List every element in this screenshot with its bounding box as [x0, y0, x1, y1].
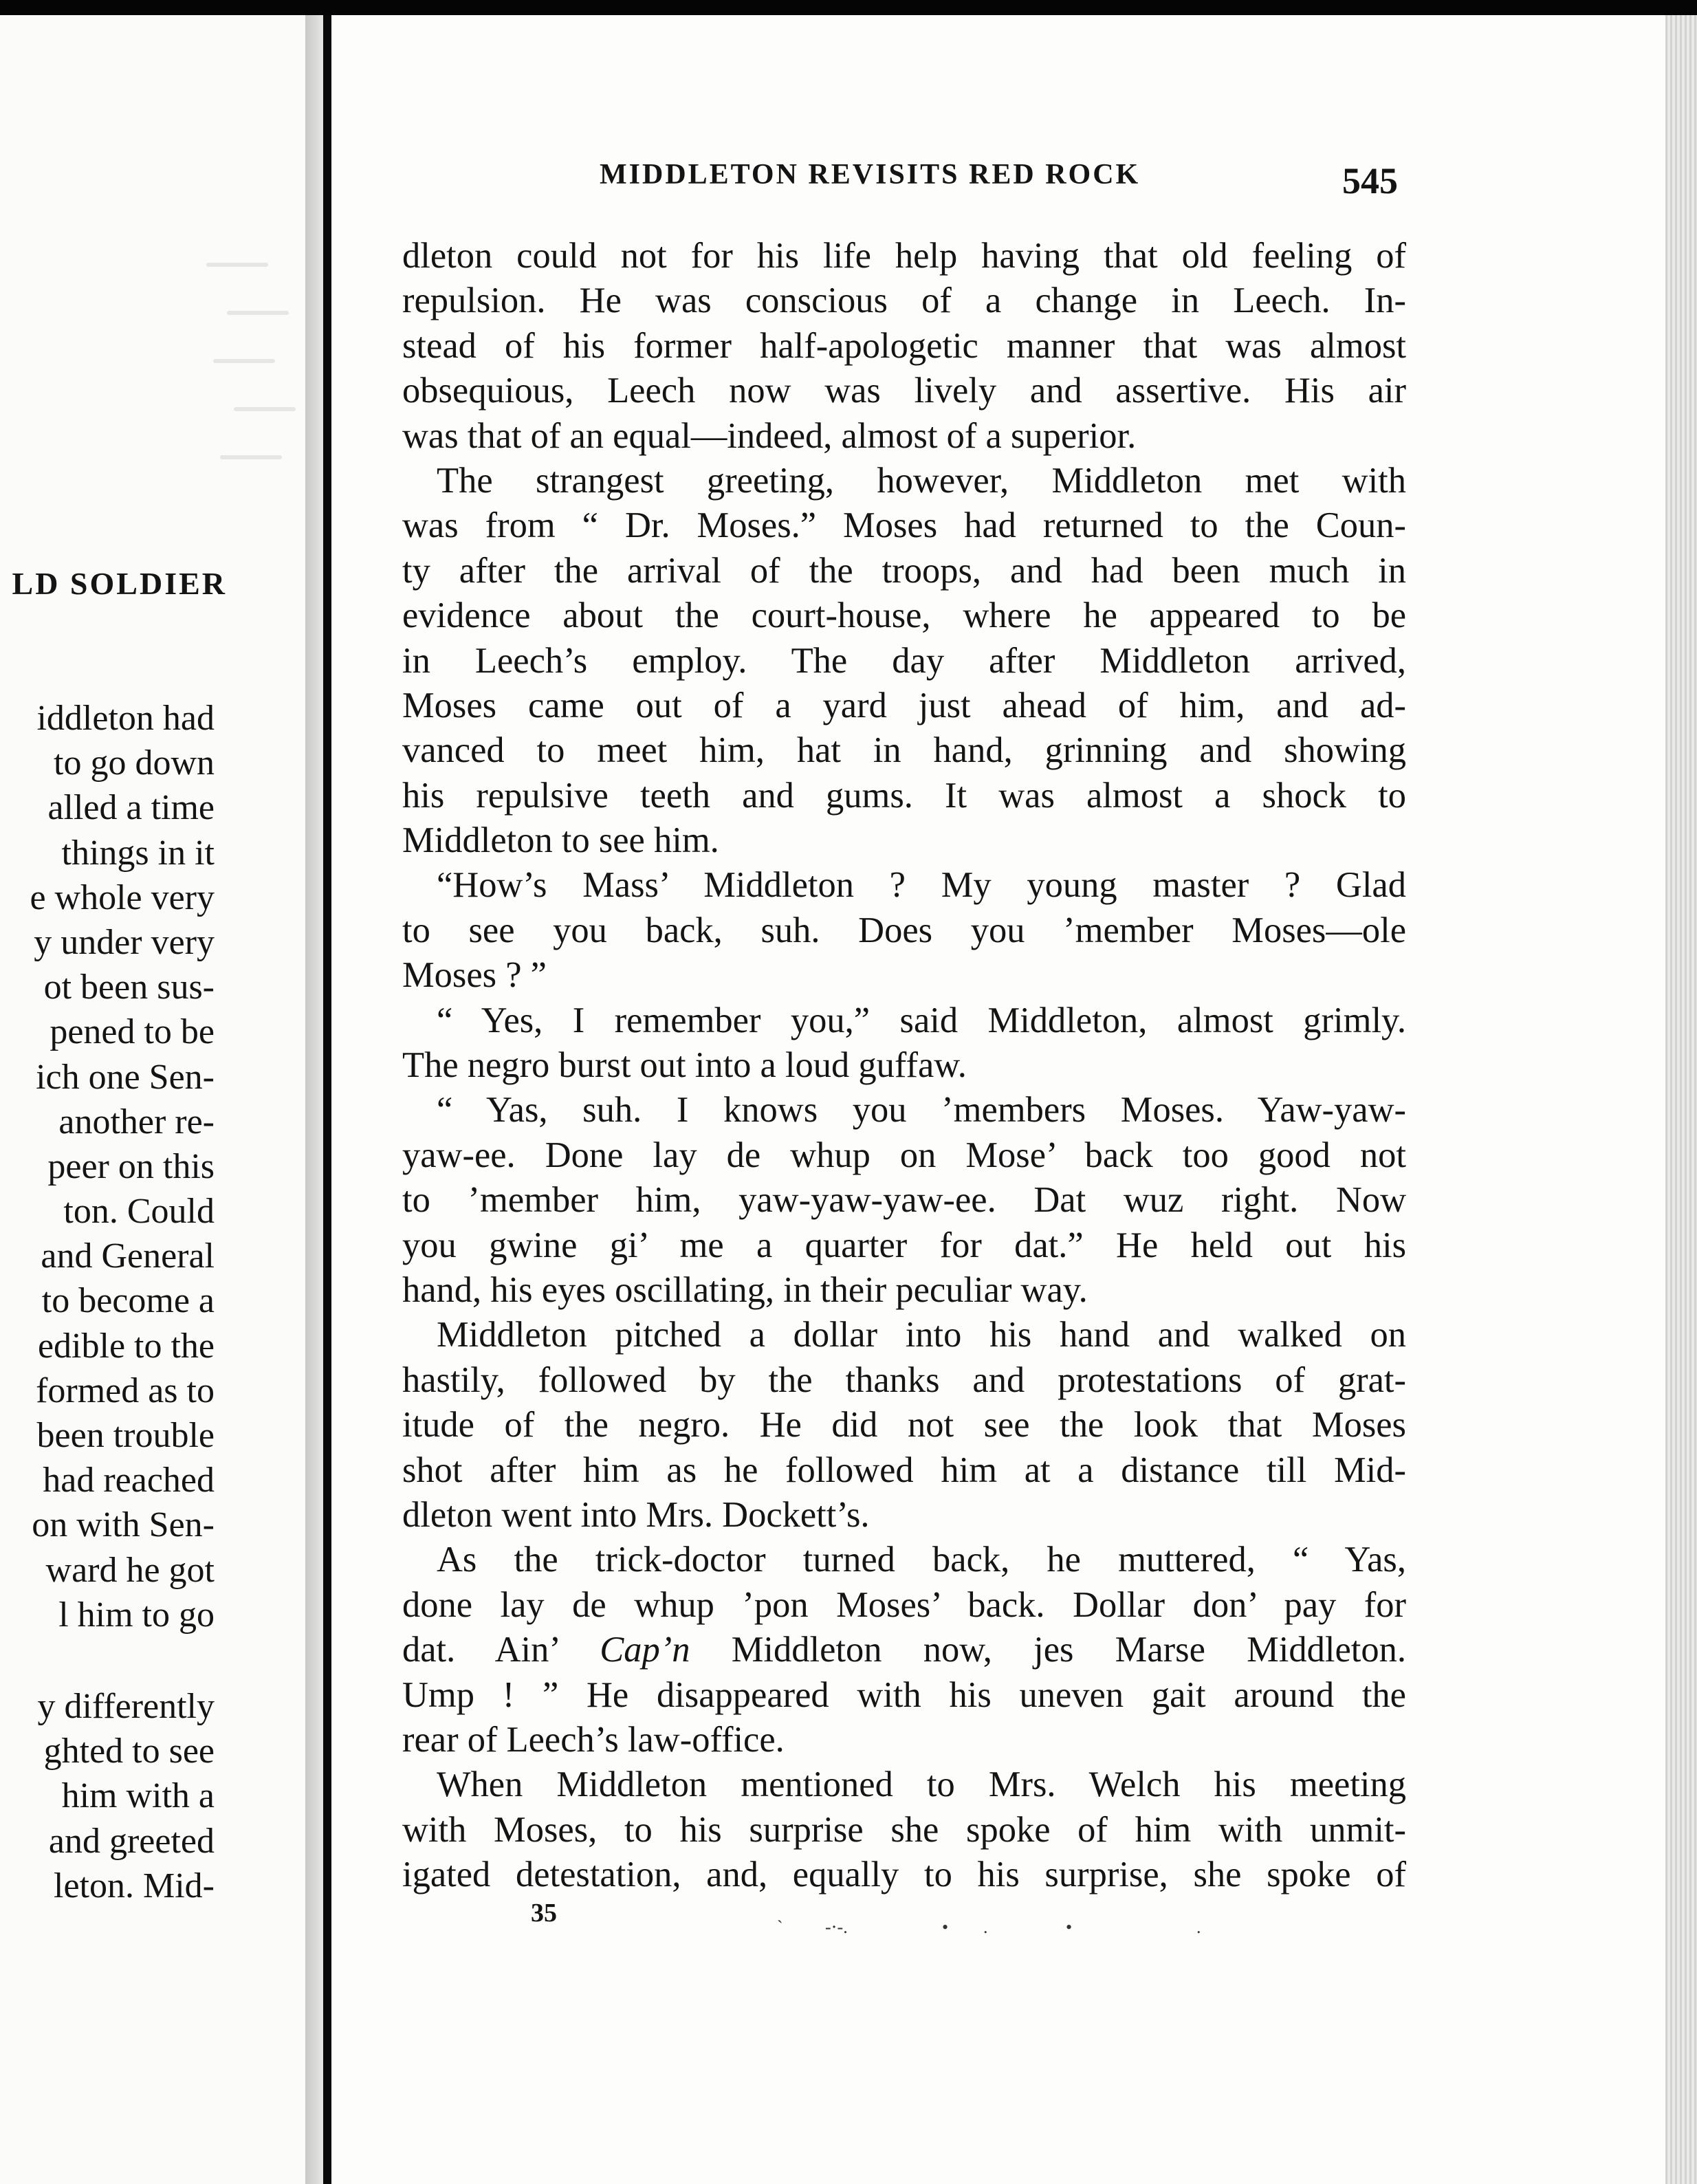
- page-edge: [1665, 15, 1697, 2184]
- signature-mark: 35: [531, 1899, 557, 1928]
- facing-page-line: ot been sus-: [43, 968, 215, 1007]
- text-line: itude of the negro. He did not see the look that Moses: [402, 1405, 1406, 1445]
- text-line: his repulsive teeth and gums. It was almost a shock to: [402, 775, 1406, 816]
- show-through-mark: [234, 407, 296, 411]
- facing-page-line: to become a: [41, 1281, 215, 1321]
- text-line: in Leech’s employ. The day after Middleton arrived,: [402, 640, 1406, 681]
- text-line: rear of Leech’s law-office.: [402, 1719, 785, 1760]
- text-line: stead of his former half-apologetic manner that was almost: [402, 325, 1406, 366]
- show-through-mark: [227, 311, 289, 315]
- facing-page: [0, 15, 305, 2184]
- show-through-mark: [213, 359, 275, 363]
- text-line: ty after the arrival of the troops, and had been much in: [402, 550, 1406, 591]
- facing-page-line: y under very: [34, 922, 215, 962]
- text-line: Ump ! ” He disappeared with his uneven gait around the: [402, 1674, 1406, 1715]
- facing-page-line: edible to the: [37, 1326, 215, 1366]
- facing-page-line: l him to go: [58, 1595, 215, 1635]
- text-line: Middleton to see him.: [402, 820, 719, 861]
- text-line: vanced to meet him, hat in hand, grinning and showing: [402, 730, 1406, 771]
- facing-page-line: pened to be: [50, 1012, 215, 1052]
- text-line: was that of an equal—indeed, almost of a superior.: [402, 415, 1137, 456]
- facing-page-line: y differently: [37, 1686, 215, 1726]
- text-line: to see you back, suh. Does you ’member Moses—ole: [402, 910, 1406, 950]
- text-line: you gwine gi’ me a quarter for dat.” He held out his: [402, 1225, 1406, 1265]
- page-number: 545: [1342, 160, 1398, 201]
- facing-page-line: iddleton had: [36, 699, 215, 738]
- facing-page-line: and greeted: [48, 1821, 215, 1861]
- facing-page-text: [0, 696, 215, 1908]
- show-through-mark: [220, 455, 282, 459]
- ink-speck: ˋ: [777, 1917, 783, 1937]
- facing-page-line: formed as to: [36, 1371, 215, 1410]
- text-line: “ Yes, I remember you,” said Middleton, almost grimly.: [437, 1000, 1406, 1040]
- text-line: was from “ Dr. Moses.” Moses had returned to the Coun-: [402, 505, 1406, 546]
- text-line: Middleton pitched a dollar into his hand and walked on: [437, 1315, 1406, 1355]
- facing-page-line: ton. Could: [63, 1192, 215, 1232]
- gutter-binding: [323, 15, 331, 2184]
- facing-page-running-head: LD SOLDIER: [12, 566, 227, 601]
- facing-page-line: been trouble: [36, 1416, 215, 1455]
- text-line: Moses came out of a yard just ahead of him, and ad-: [402, 685, 1406, 725]
- text-line: to ’member him, yaw-yaw-yaw-ee. Dat wuz right. Now: [402, 1180, 1406, 1221]
- text-line: The negro burst out into a loud guffaw.: [402, 1045, 967, 1086]
- facing-page-line: on with Sen-: [32, 1505, 215, 1545]
- text-line: hastily, followed by the thanks and protestations of grat-: [402, 1359, 1406, 1400]
- text-line: yaw-ee. Done lay de whup on Mose’ back too good not: [402, 1135, 1406, 1175]
- text-line: As the trick-doctor turned back, he muttered, “ Yas,: [437, 1540, 1406, 1580]
- facing-page-line: ward he got: [45, 1550, 215, 1590]
- text-line: The strangest greeting, however, Middleton met with: [437, 460, 1406, 501]
- text-line: evidence about the court-house, where he appeared to be: [402, 596, 1406, 636]
- text-line: dat. Ain’ Cap’n Middleton now, jes Marse Middleton.: [402, 1630, 1406, 1670]
- text-line: shot after him as he followed him at a distance till Mid-: [402, 1450, 1406, 1490]
- facing-page-line: to go down: [54, 743, 215, 783]
- facing-page-line: had reached: [43, 1461, 215, 1500]
- text-line: obsequious, Leech now was lively and assertive. His air: [402, 371, 1406, 411]
- text-line: repulsion. He was conscious of a change in Leech. In-: [402, 281, 1406, 321]
- facing-page-line: e whole very: [30, 877, 215, 917]
- facing-page-line: leton. Mid-: [54, 1866, 215, 1905]
- ink-speck: .: [1196, 1917, 1201, 1937]
- facing-page-line: ghted to see: [43, 1732, 215, 1771]
- running-head: MIDDLETON REVISITS RED ROCK: [600, 159, 1141, 190]
- ink-speck: -⋅-.: [825, 1917, 848, 1937]
- body-text: [402, 234, 1406, 1897]
- facing-page-line: ich one Sen-: [36, 1057, 215, 1097]
- text-line: igated detestation, and, equally to his surprise, she spoke of: [402, 1855, 1406, 1895]
- facing-page-line: alled a time: [47, 788, 215, 828]
- scan-border-top: [0, 0, 1697, 15]
- paragraph-gap: [0, 1637, 215, 1684]
- text-line: “ Yas, suh. I knows you ’members Moses. Yaw-yaw-: [437, 1090, 1406, 1131]
- ink-speck: •: [1066, 1917, 1073, 1937]
- facing-page-line: another re-: [58, 1102, 215, 1142]
- facing-page-line: things in it: [61, 833, 215, 873]
- text-line: with Moses, to his surprise she spoke of him with unmit-: [402, 1809, 1406, 1850]
- text-line: Moses ? ”: [402, 955, 547, 996]
- text-line: hand, his eyes oscillating, in their peculiar way.: [402, 1269, 1088, 1310]
- ink-speck: .: [983, 1917, 988, 1937]
- ink-speck: •: [942, 1917, 949, 1937]
- text-line: dleton went into Mrs. Dockett’s.: [402, 1494, 870, 1535]
- facing-page-line: and General: [41, 1236, 215, 1276]
- text-line: dleton could not for his life help having that old feeling of: [402, 236, 1406, 276]
- text-line: When Middleton mentioned to Mrs. Welch his meeting: [437, 1765, 1406, 1805]
- facing-page-line: him with a: [61, 1776, 215, 1816]
- text-line: “How’s Mass’ Middleton ? My young master ? Glad: [437, 865, 1406, 906]
- show-through-mark: [206, 263, 268, 267]
- text-line: done lay de whup ’pon Moses’ back. Dollar don’ pay for: [402, 1584, 1406, 1625]
- facing-page-line: peer on this: [47, 1146, 215, 1186]
- gutter-shadow: [305, 15, 323, 2184]
